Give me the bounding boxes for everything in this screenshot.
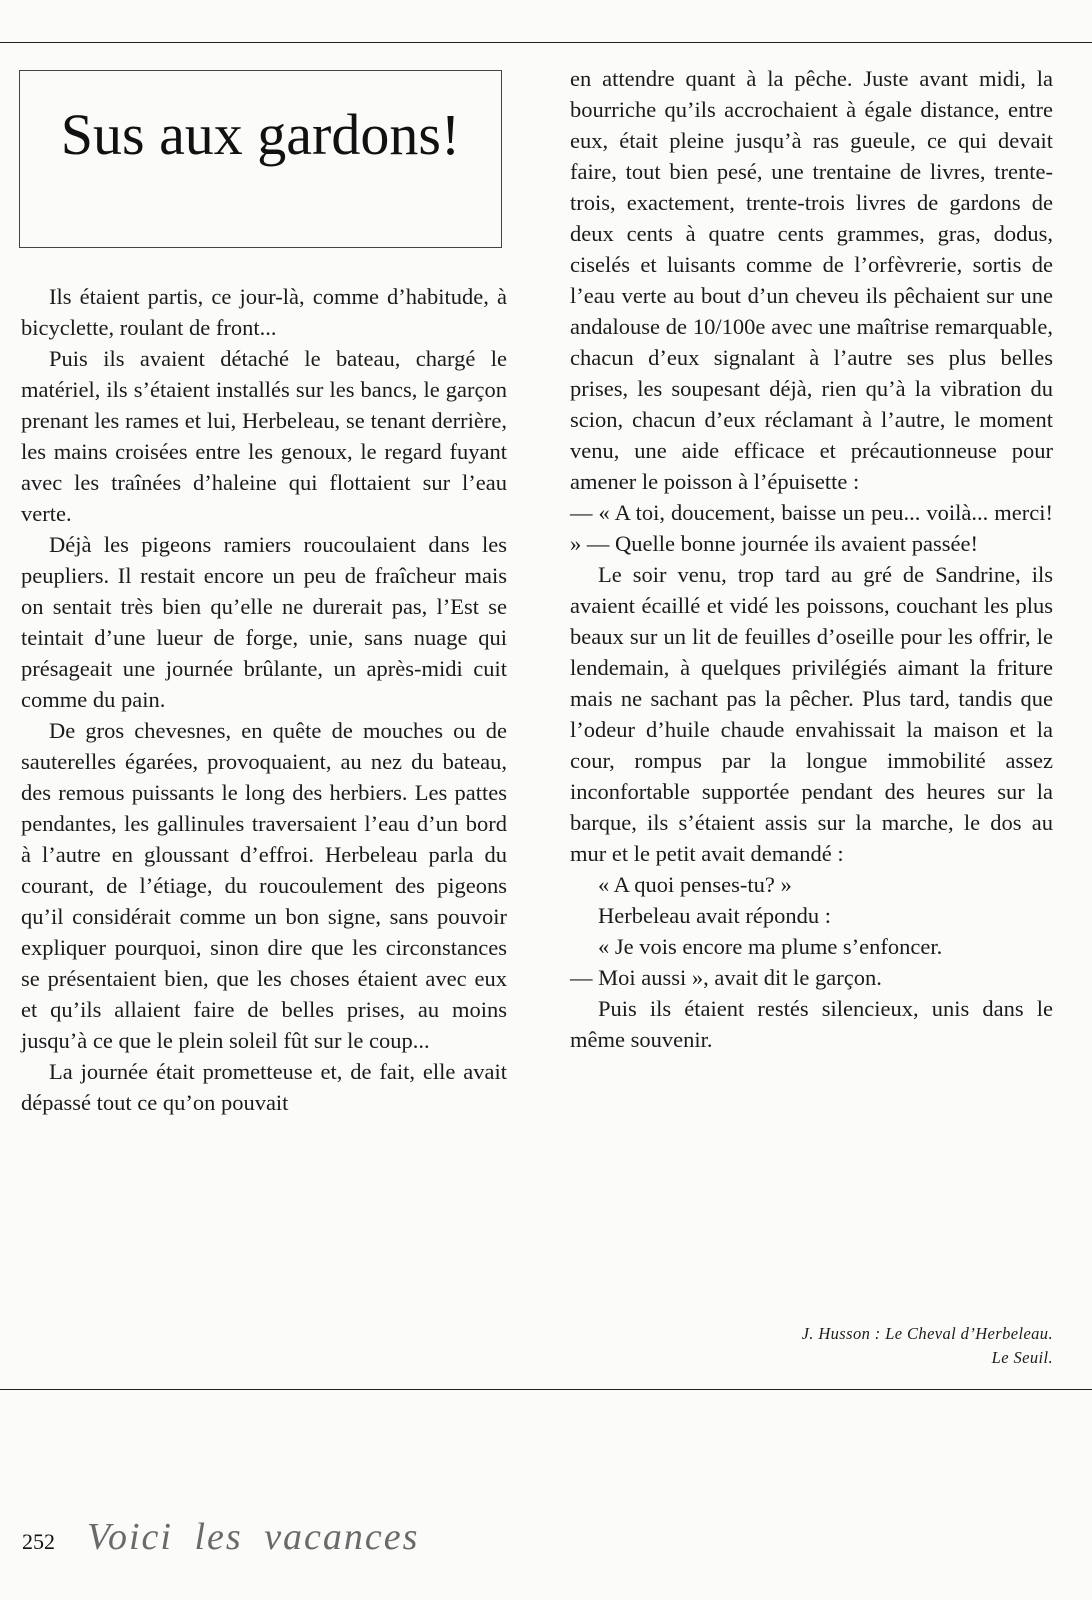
dialogue-line: « Je vois encore ma plume s’enfoncer.: [598, 934, 943, 959]
paragraph: Puis ils étaient restés silencieux, unis dans le même souvenir.: [570, 996, 1053, 1052]
paragraph: De gros chevesnes, en quête de mouches ou de sauterelles égarées, provoquaient, au nez du bateau, des remous puissants le long des herbiers. Les pattes pendantes, les gallinules traversaient l’eau d’un bord à l’autre en gloussant d’effroi. Herbeleau parla du courant, de l’étiage, du roucoulement des pigeons qu’il considérait comme un bon signe, sans pouvoir expliquer pourquoi, sinon dire que les circonstances se présentaient bien, que les choses étaient avec eux et qu’ils allaient faire de belles prises, au moins jusqu’à ce que le plein soleil fût sur le coup...: [21, 718, 507, 1053]
dialogue-line: — Moi aussi », avait dit le garçon.: [570, 965, 882, 990]
dialogue-line: — « A toi, doucement, baisse un peu... voilà... merci! » — Quelle bonne journée ils avaient passée!: [570, 500, 1053, 556]
article-title: Sus aux gardons!: [60, 102, 461, 168]
page-number: 252: [22, 1529, 55, 1554]
page-footer: [22, 1515, 419, 1559]
source-credit: [802, 1322, 1053, 1370]
section-title: Voici les vacances: [87, 1516, 420, 1558]
paragraph: La journée était prometteuse et, de fait, elle avait dépassé tout ce qu’on pouvait: [21, 1059, 507, 1115]
paragraph: Le soir venu, trop tard au gré de Sandrine, ils avaient écaillé et vidé les poissons, couchant les plus beaux sur un lit de feuilles d’oseille pour les offrir, le lendemain, à quelques privilégiés aimant la friture mais ne sachant pas la pêcher. Plus tard, tandis que l’odeur d’huile chaude envahissait la maison et la cour, rompus par la longue immobilité assez inconfortable supportée pendant des heures sur la barque, ils s’étaient assis sur la marche, le dos au mur et le petit avait demandé :: [570, 562, 1053, 866]
dialogue-line: Herbeleau avait répondu :: [598, 903, 832, 928]
credit-line: Le Seuil.: [991, 1348, 1053, 1367]
right-column: [570, 63, 1053, 1055]
title-box: [19, 70, 502, 248]
dialogue-line: « A quoi penses-tu? »: [598, 872, 792, 897]
paragraph: Ils étaient partis, ce jour-là, comme d’habitude, à bicyclette, roulant de front...: [21, 284, 507, 340]
credit-line: J. Husson : Le Cheval d’Herbeleau.: [801, 1324, 1053, 1343]
paragraph-continuation: en attendre quant à la pêche. Juste avant midi, la bourriche qu’ils accrochaient à égale distance, entre eux, était pleine jusqu’à ras gueule, ce qui devait faire, tout bien pesé, une trentaine de livres, trente-trois, exactement, trente-trois livres de gardons de deux cents à quatre cents grammes, gras, dodus, ciselés et luisants comme de l’orfèvrerie, sortis de l’eau verte au bout d’un cheveu ils pêchaient sur une andalouse de 10/100e avec une maîtrise remarquable, chacun d’eux signalant à l’autre ses plus belles prises, les soupesant déjà, rien qu’à la vibration du scion, chacun d’eux réclamant à l’autre, le moment venu, une aide efficace et précautionneuse pour amener le poisson à l’épuisette :: [570, 66, 1053, 494]
paragraph: Puis ils avaient détaché le bateau, chargé le matériel, ils s’étaient installés sur les bancs, le garçon prenant les rames et lui, Herbeleau, se tenant derrière, les mains croisées entre les genoux, le regard fuyant avec les traînées d’haleine qui flottaient sur l’eau verte.: [21, 346, 507, 526]
left-column: [21, 281, 507, 1118]
paragraph: Déjà les pigeons ramiers roucoulaient dans les peupliers. Il restait encore un peu de fraîcheur mais on sentait très bien qu’elle ne durerait pas, l’Est se teintait d’une lueur de forge, unie, sans nuage qui présageait une journée brûlante, un après-midi cuit comme du pain.: [21, 532, 507, 712]
top-rule: [0, 42, 1092, 43]
bottom-rule: [0, 1389, 1092, 1390]
